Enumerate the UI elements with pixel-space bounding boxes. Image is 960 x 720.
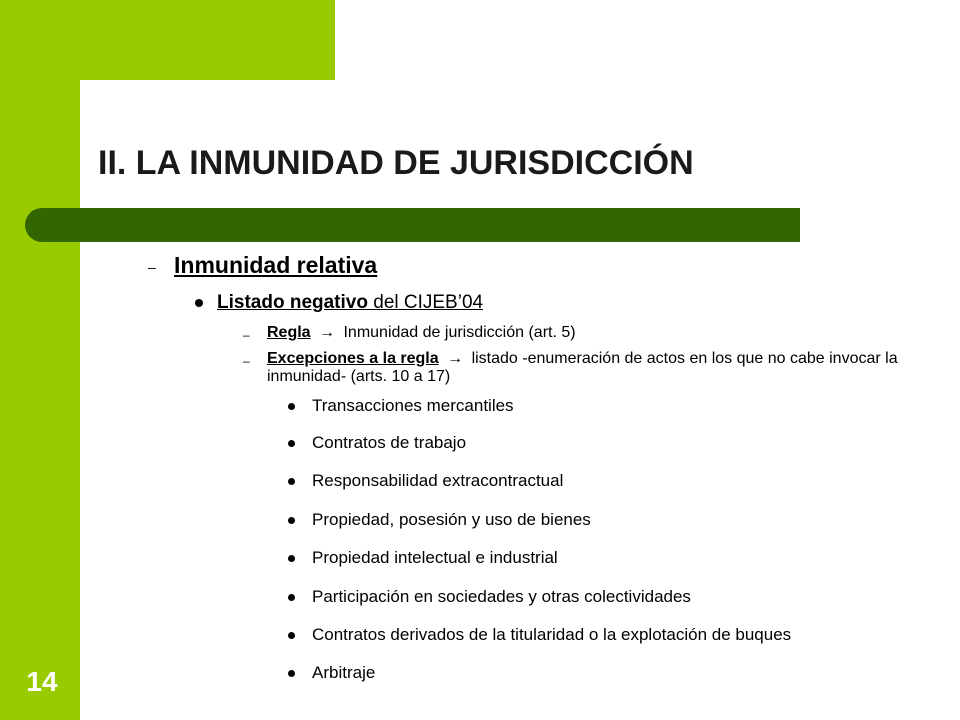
list-item [288,548,558,568]
list-item [288,396,514,416]
list-item [288,471,563,491]
exceptions-text: listado -enumeración de actos en los que no cabe invocar la inmunidad- (arts. 10 a 17) [267,350,898,385]
bullet-icon [195,299,203,307]
bullet-icon [288,670,295,677]
list-item-text: Participación en sociedades y otras colectividades [312,587,691,606]
exceptions-label: Excepciones a la regla [267,350,439,367]
top-decorative-band [0,0,335,80]
bullet-icon [288,440,295,447]
content-corner-curve [80,80,140,140]
bullet-icon [288,478,295,485]
subsection-rest-label: del CIJEB’04 [367,292,484,313]
arrow-right-icon: → [447,350,464,367]
rule-label: Regla [267,324,311,341]
subsection-heading [195,292,483,314]
section-dash: – [148,258,156,275]
bullet-icon [288,632,295,639]
list-item [288,663,375,683]
slide-title: II. LA INMUNIDAD DE JURISDICCIÓN [98,144,694,182]
bullet-icon [288,555,295,562]
list-item-text: Contratos de trabajo [312,433,467,452]
bullet-icon [288,517,295,524]
section-heading [148,252,377,279]
list-item [288,510,591,530]
rule-text: Inmunidad de jurisdicción (art. 5) [343,324,576,341]
list-item-text: Responsabilidad extracontractual [312,471,564,490]
slide-number: 14 [26,666,58,697]
list-item-text: Propiedad, posesión y uso de bienes [312,510,591,529]
exceptions-item [243,350,923,386]
rule-item [243,324,923,342]
section-label: Inmunidad relativa [174,252,378,278]
list-item-text: Contratos derivados de la titularidad o la explotación de buques [312,625,792,644]
exceptions-dash: – [243,354,250,368]
list-item-text: Propiedad intelectual e industrial [312,548,558,567]
title-underline-bar [25,208,800,242]
left-decorative-band [0,0,80,720]
list-item-text: Transacciones mercantiles [312,396,514,415]
list-item [288,625,791,645]
subsection-bold-label: Listado negativo [217,292,368,313]
list-item [288,433,466,453]
bullet-icon [288,594,295,601]
arrow-right-icon: → [319,324,336,341]
list-item [288,587,691,607]
rule-dash: – [243,328,250,342]
bullet-icon [288,403,295,410]
list-item-text: Arbitraje [312,663,376,682]
